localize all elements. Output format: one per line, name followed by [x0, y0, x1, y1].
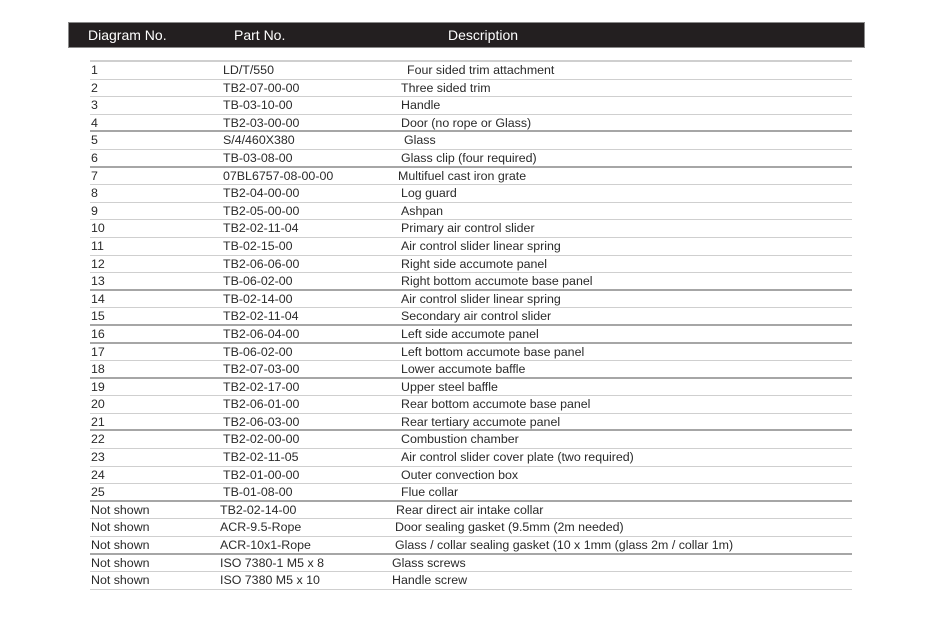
diagram-no-cell: 10 [91, 221, 105, 236]
header-diagram-no: Diagram No. [88, 27, 167, 43]
diagram-no-cell: 3 [91, 98, 98, 113]
description-cell: Upper steel baffle [401, 379, 498, 394]
diagram-no-cell: 6 [91, 150, 98, 165]
table-row [90, 203, 852, 221]
part-no-cell: TB2-02-11-04 [223, 309, 299, 324]
part-no-cell: TB2-06-06-00 [223, 256, 300, 271]
description-cell: Air control slider linear spring [401, 291, 561, 306]
description-cell: Primary air control slider [401, 221, 535, 236]
part-no-cell: TB-02-15-00 [223, 238, 293, 253]
table-header [68, 22, 865, 48]
description-cell: Glass screws [392, 555, 466, 570]
description-cell: Three sided trim [401, 80, 491, 95]
table-row [90, 97, 852, 115]
table-row [90, 220, 852, 238]
diagram-no-cell: 16 [91, 326, 105, 341]
table-row [90, 537, 852, 555]
part-no-cell: TB2-04-00-00 [223, 186, 300, 201]
diagram-no-cell: 5 [91, 133, 98, 148]
part-no-cell: TB-03-08-00 [223, 150, 293, 165]
diagram-no-cell: 22 [91, 432, 105, 447]
diagram-no-cell: 4 [91, 115, 98, 130]
table-row [90, 502, 852, 520]
table-row [90, 168, 852, 186]
table-row [90, 80, 852, 98]
part-no-cell: TB-02-14-00 [223, 291, 293, 306]
table-row [90, 361, 852, 379]
description-cell: Glass [404, 133, 436, 148]
part-no-cell: TB2-02-11-05 [223, 450, 299, 465]
description-cell: Log guard [401, 186, 457, 201]
diagram-no-cell: 8 [91, 186, 98, 201]
part-no-cell: TB2-06-01-00 [223, 397, 300, 412]
diagram-no-cell: 9 [91, 203, 98, 218]
part-no-cell: TB2-07-00-00 [223, 80, 300, 95]
part-no-cell: TB-06-02-00 [223, 274, 293, 289]
description-cell: Four sided trim attachment [407, 63, 555, 77]
part-no-cell: TB2-01-00-00 [223, 467, 300, 482]
part-no-cell: ISO 7380-1 M5 x 8 [220, 555, 324, 570]
table-row [90, 185, 852, 203]
description-cell: Right bottom accumote base panel [401, 274, 593, 289]
table-row [90, 484, 852, 502]
table-row [90, 256, 852, 274]
table-row [90, 519, 852, 537]
header-description: Description [448, 27, 519, 43]
table-row [90, 132, 852, 150]
table-row [90, 291, 852, 309]
table-row [90, 555, 852, 573]
table-row [90, 379, 852, 397]
diagram-no-cell: 12 [91, 256, 105, 271]
diagram-no-cell: Not shown [91, 520, 150, 535]
table-row [90, 326, 852, 344]
part-no-cell: TB2-02-00-00 [223, 432, 300, 447]
description-cell: Lower accumote baffle [401, 362, 526, 377]
description-cell: Multifuel cast iron grate [398, 168, 527, 183]
diagram-no-cell: 20 [91, 397, 105, 412]
part-no-cell: LD/T/550 [223, 63, 274, 77]
diagram-no-cell: 1 [91, 63, 98, 77]
description-cell: Right side accumote panel [401, 256, 548, 271]
description-cell: Ashpan [401, 203, 444, 218]
table-row [90, 414, 852, 432]
diagram-no-cell: 18 [91, 362, 105, 377]
diagram-no-cell: 24 [91, 467, 105, 482]
description-cell: Door sealing gasket (9.5mm (2m needed) [395, 520, 624, 535]
description-cell: Handle [401, 98, 441, 113]
diagram-no-cell: 14 [91, 291, 105, 306]
diagram-no-cell: 2 [91, 80, 98, 95]
diagram-no-cell: 15 [91, 309, 105, 324]
description-cell: Outer convection box [401, 467, 519, 482]
table-row [90, 62, 852, 80]
diagram-no-cell: 25 [91, 485, 105, 500]
diagram-no-cell: Not shown [91, 538, 150, 553]
table-row [90, 273, 852, 291]
diagram-no-cell: 7 [91, 168, 98, 183]
diagram-no-cell: Not shown [91, 502, 150, 517]
table-row [90, 308, 852, 326]
part-no-cell: TB2-07-03-00 [223, 362, 300, 377]
description-cell: Secondary air control slider [401, 309, 552, 324]
table-row [90, 344, 852, 362]
description-cell: Air control slider linear spring [401, 238, 561, 253]
diagram-no-cell: 17 [91, 344, 105, 359]
table-row [90, 396, 852, 414]
diagram-no-cell: 13 [91, 274, 105, 289]
description-cell: Glass / collar sealing gasket (10 x 1mm (glass 2m / collar 1m) [395, 538, 734, 553]
description-cell: Handle screw [392, 573, 468, 588]
part-no-cell: TB-01-08-00 [223, 485, 293, 500]
table-row [90, 449, 852, 467]
diagram-no-cell: 23 [91, 450, 105, 465]
part-no-cell: TB2-02-11-04 [223, 221, 299, 236]
part-no-cell: TB2-02-17-00 [223, 379, 300, 394]
diagram-no-cell: 19 [91, 379, 105, 394]
table-row [90, 467, 852, 485]
part-no-cell: TB2-03-00-00 [223, 115, 300, 130]
description-cell: Door (no rope or Glass) [401, 115, 532, 130]
diagram-no-cell: 11 [91, 238, 104, 253]
table-row [90, 238, 852, 256]
description-cell: Rear bottom accumote base panel [401, 397, 591, 412]
part-no-cell: ACR-9.5-Rope [220, 520, 302, 535]
description-cell: Left bottom accumote base panel [401, 344, 585, 359]
description-cell: Rear direct air intake collar [396, 502, 544, 517]
description-cell: Glass clip (four required) [401, 150, 537, 165]
table-row [90, 115, 852, 133]
part-no-cell: 07BL6757-08-00-00 [223, 168, 334, 183]
table-row [90, 572, 852, 590]
header-part-no: Part No. [234, 27, 286, 43]
description-cell: Flue collar [401, 485, 459, 500]
part-no-cell: TB-06-02-00 [223, 344, 293, 359]
diagram-no-cell: 21 [91, 414, 105, 429]
part-no-cell: ACR-10x1-Rope [220, 538, 311, 553]
part-no-cell: TB2-05-00-00 [223, 203, 300, 218]
part-no-cell: TB2-06-04-00 [223, 326, 300, 341]
description-cell: Rear tertiary accumote panel [401, 414, 561, 429]
description-cell: Left side accumote panel [401, 326, 539, 341]
table-row [90, 431, 852, 449]
part-no-cell: TB2-06-03-00 [223, 414, 300, 429]
parts-table [90, 60, 852, 590]
diagram-no-cell: Not shown [91, 573, 150, 588]
part-no-cell: TB-03-10-00 [223, 98, 293, 113]
part-no-cell: ISO 7380 M5 x 10 [220, 573, 320, 588]
table-row [90, 150, 852, 168]
diagram-no-cell: Not shown [91, 555, 150, 570]
description-cell: Air control slider cover plate (two required) [401, 450, 634, 465]
part-no-cell: S/4/460X380 [223, 133, 295, 148]
description-cell: Combustion chamber [401, 432, 519, 447]
part-no-cell: TB2-02-14-00 [220, 502, 297, 517]
